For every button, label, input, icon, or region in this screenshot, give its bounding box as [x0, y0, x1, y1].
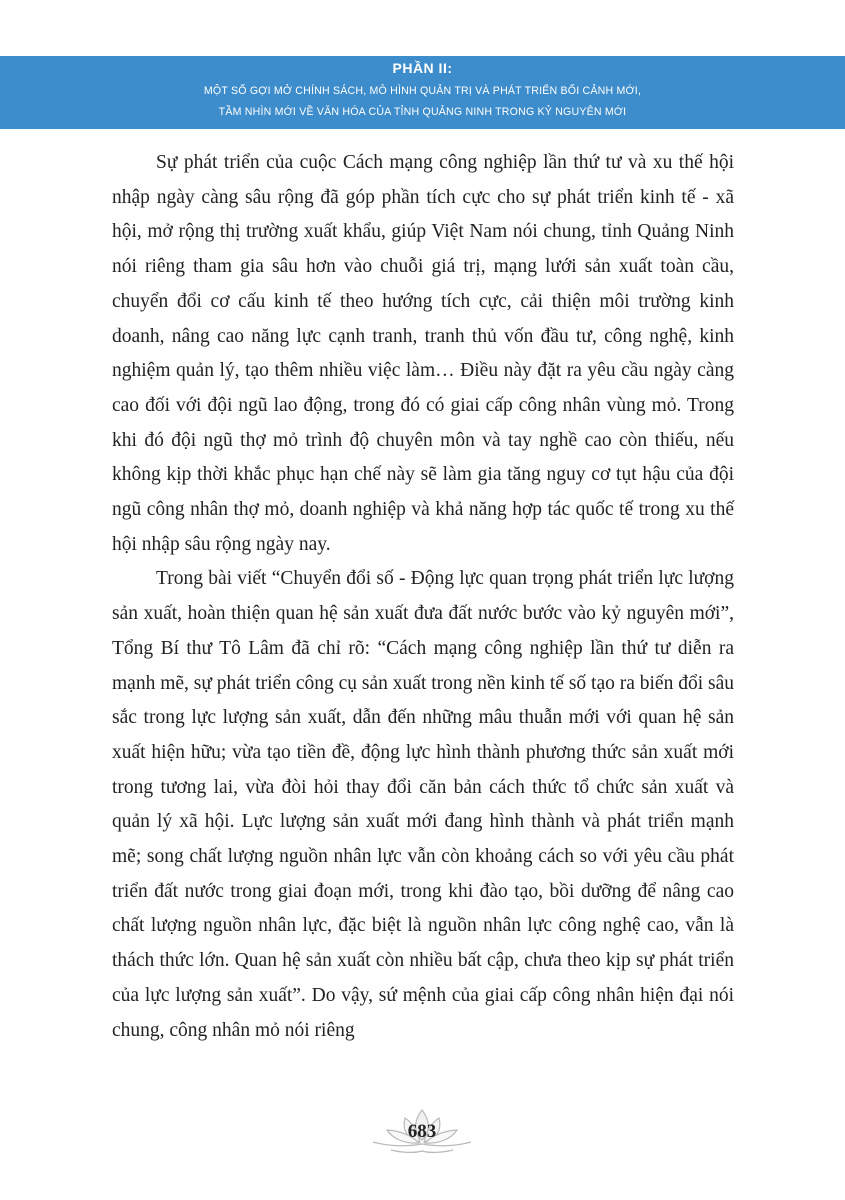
- section-subtitle-line-2: TẦM NHÌN MỚI VỀ VĂN HÓA CỦA TỈNH QUẢNG NINH TRONG KỶ NGUYÊN MỚI: [218, 106, 627, 118]
- body-text: [112, 146, 734, 1048]
- page-number: 683: [407, 1121, 437, 1142]
- paragraph-2: Trong bài viết “Chuyển đổi số - Động lực quan trọng phát triển lực lượng sản xuất, hoàn thiện quan hệ sản xuất đưa đất nước bước vào kỷ nguyên mới”, Tổng Bí thư Tô Lâm đã chỉ rõ: “Cách mạng công nghiệp lần thứ tư diễn ra mạnh mẽ, sự phát triển công cụ sản xuất trong nền kinh tế số tạo ra biến đổi sâu sắc trong lực lượng sản xuất, dẫn đến những mâu thuẫn mới với quan hệ sản xuất hiện hữu; vừa tạo tiền đề, động lực hình thành phương thức sản xuất mới trong tương lai, vừa đòi hỏi thay đổi căn bản cách thức tổ chức sản xuất và quản lý xã hội. Lực lượng sản xuất mới đang hình thành và phát triển mạnh mẽ; song chất lượng nguồn nhân lực vẫn còn khoảng cách so với yêu cầu phát triển đất nước trong giai đoạn mới, trong khi đào tạo, bồi dưỡng để nâng cao chất lượng nguồn nhân lực, đặc biệt là nguồn nhân lực công nghệ cao, vẫn là thách thức lớn. Quan hệ sản xuất còn nhiều bất cập, chưa theo kịp sự phát triển của lực lượng sản xuất”. Do vậy, sứ mệnh của giai cấp công nhân hiện đại nói chung, công nhân mỏ nói riêng: [112, 568, 734, 1041]
- part-title: PHẦN II:: [392, 60, 453, 76]
- section-header-banner: [0, 56, 845, 129]
- paragraph-1: Sự phát triển của cuộc Cách mạng công nghiệp lần thứ tư và xu thế hội nhập ngày càng sâu rộng đã góp phần tích cực cho sự phát triển kinh tế - xã hội, mở rộng thị trường xuất khẩu, giúp Việt Nam nói chung, tỉnh Quảng Ninh nói riêng tham gia sâu hơn vào chuỗi giá trị, mạng lưới sản xuất toàn cầu, chuyển đổi cơ cấu kinh tế theo hướng tích cực, cải thiện môi trường kinh doanh, nâng cao năng lực cạnh tranh, tranh thủ vốn đầu tư, công nghệ, kinh nghiệm quản lý, tạo thêm nhiều việc làm… Điều này đặt ra yêu cầu ngày càng cao đối với đội ngũ lao động, trong đó có giai cấp công nhân vùng mỏ. Trong khi đó đội ngũ thợ mỏ trình độ chuyên môn và tay nghề cao còn thiếu, nếu không kịp thời khắc phục hạn chế này sẽ làm gia tăng nguy cơ tụt hậu của đội ngũ công nhân thợ mỏ, doanh nghiệp và khả năng hợp tác quốc tế trong xu thế hội nhập sâu rộng ngày nay.: [112, 152, 734, 555]
- section-subtitle-line-1: MỘT SỐ GỢI MỞ CHÍNH SÁCH, MÔ HÌNH QUẢN TRỊ VÀ PHÁT TRIỂN BỐI CẢNH MỚI,: [203, 85, 642, 97]
